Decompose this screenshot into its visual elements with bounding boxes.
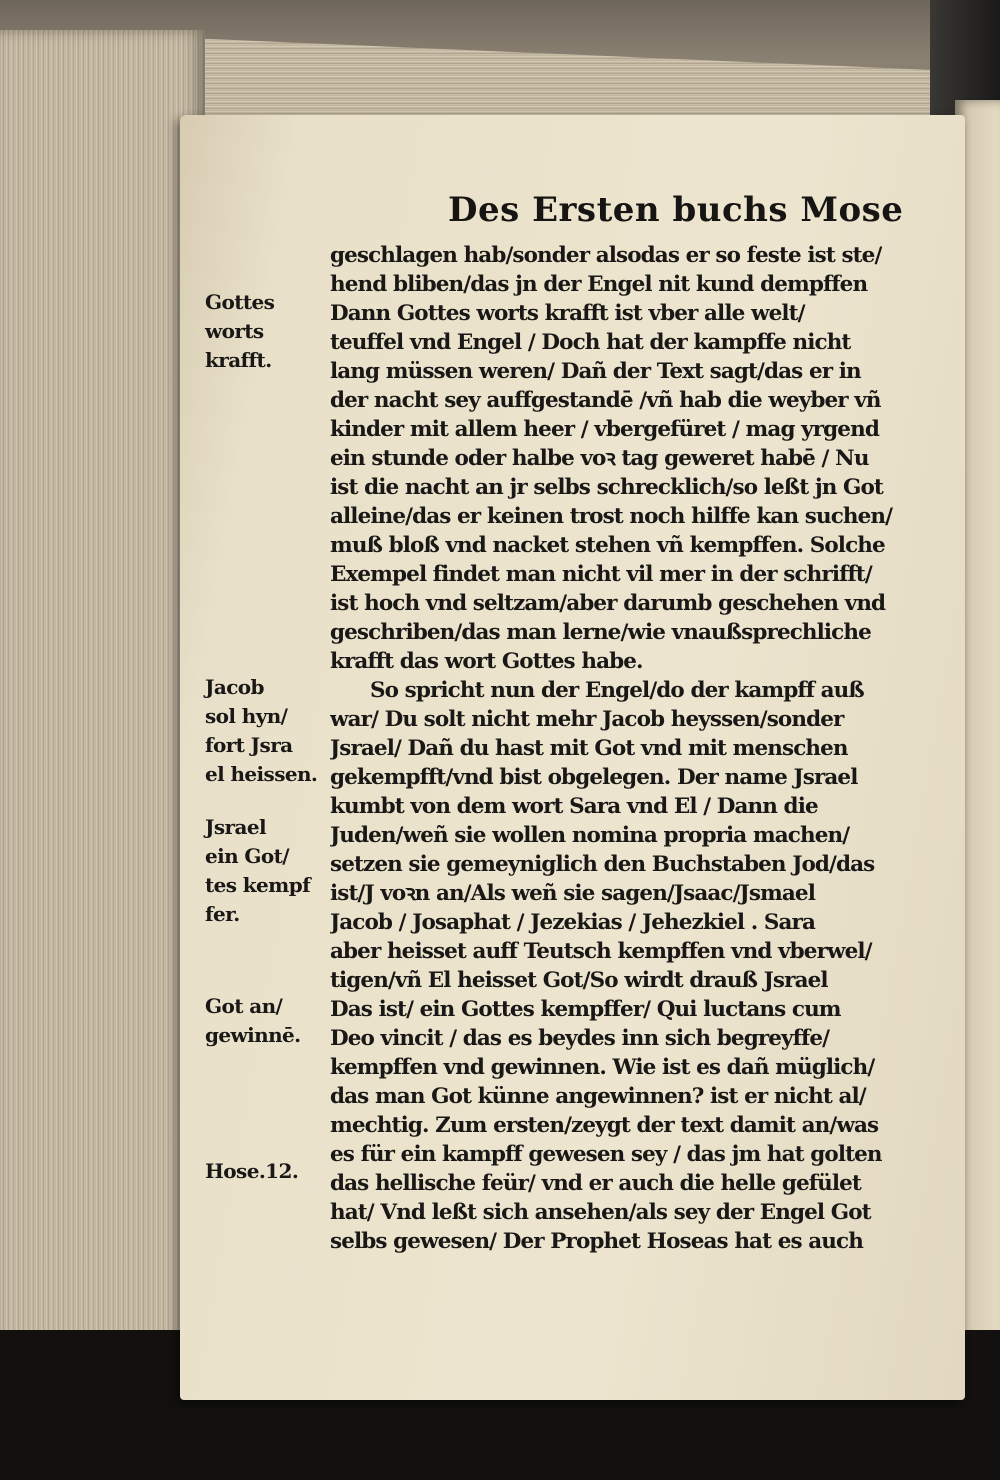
body-line: ist hoch vnd seltzam/aber darumb geschehen vnd	[330, 591, 886, 616]
gloss-line: fort Jsra	[205, 733, 293, 757]
body-line: ein stunde oder halbe voꝛ tag geweret habē / Nu	[330, 446, 869, 471]
marginal-gloss-gottes-worts	[205, 288, 325, 375]
gloss-line: Hose.12.	[205, 1159, 299, 1183]
body-line: kinder mit allem heer / vbergefüret / mag yrgend	[330, 417, 879, 442]
body-line: das hellische feür/ vnd er auch die helle gefület	[330, 1171, 861, 1196]
body-line: setzen sie gemeyniglich den Buchstaben Jod/das	[330, 852, 875, 877]
body-text-column	[330, 241, 905, 1256]
body-line: das man Got künne angewinnen? ist er nicht al/	[330, 1084, 866, 1109]
body-line: lang müssen weren/ Dañ der Text sagt/das er in	[330, 359, 861, 384]
body-line: es für ein kampff gewesen sey / das jm hat golten	[330, 1142, 882, 1167]
body-line: tigen/vñ El heisset Got/So wirdt drauß Jsrael	[330, 968, 828, 993]
body-line: hat/ Vnd leßt sich ansehen/als sey der Engel Got	[330, 1200, 871, 1225]
gloss-line: Jacob	[205, 675, 264, 699]
body-line: Jsrael/ Dañ du hast mit Got vnd mit menschen	[330, 736, 848, 761]
body-line: war/ Du solt nicht mehr Jacob heyssen/sonder	[330, 707, 844, 732]
body-line: kempffen vnd gewinnen. Wie ist es dañ müglich/	[330, 1055, 875, 1080]
body-line: Juden/weñ sie wollen nomina propria machen/	[330, 823, 850, 848]
marginal-gloss-got-angewinnen	[205, 992, 325, 1050]
body-line: ist/J voꝛn an/Als weñ sie sagen/Jsaac/Jsmael	[330, 881, 815, 906]
gloss-line: el heissen.	[205, 762, 318, 786]
gloss-line: krafft.	[205, 348, 272, 372]
body-line: gekempfft/vnd bist obgelegen. Der name Jsrael	[330, 765, 858, 790]
body-line: So spricht nun der Engel/do der kampff auß	[370, 678, 864, 703]
body-line: hend bliben/das jn der Engel nit kund dempffen	[330, 272, 868, 297]
marginal-gloss-jsrael	[205, 813, 325, 929]
running-head: Des Ersten buchs Mose	[448, 190, 904, 230]
gloss-line: sol hyn/	[205, 704, 288, 728]
body-line: Dann Gottes worts krafft ist vber alle welt/	[330, 301, 805, 326]
body-line: Exempel findet man nicht vil mer in der schrifft/	[330, 562, 872, 587]
gloss-line: ein Got/	[205, 844, 289, 868]
gloss-line: worts	[205, 319, 264, 343]
body-line: Das ist/ ein Gottes kempffer/ Qui luctans cum	[330, 997, 841, 1022]
body-line: teuffel vnd Engel / Doch hat der kampffe nicht	[330, 330, 851, 355]
gloss-line: Got an/	[205, 994, 283, 1018]
body-line: geschriben/das man lerne/wie vnaußsprechliche	[330, 620, 871, 645]
body-line: geschlagen hab/sonder alsodas er so feste ist ste/	[330, 243, 882, 268]
body-line: ist die nacht an jr selbs schrecklich/so leßt jn Got	[330, 475, 883, 500]
body-line: aber heisset auff Teutsch kempffen vnd vberwel/	[330, 939, 872, 964]
body-line: Deo vincit / das es beydes inn sich begreyffe/	[330, 1026, 830, 1051]
body-line: der nacht sey auffgestandē /vñ hab die weyber vñ	[330, 388, 881, 413]
body-line: mechtig. Zum ersten/zeygt der text damit an/was	[330, 1113, 879, 1138]
gloss-line: tes kempf	[205, 873, 311, 897]
gloss-line: Jsrael	[205, 815, 266, 839]
marginal-gloss-jacob	[205, 673, 325, 789]
body-line: krafft das wort Gottes habe.	[330, 649, 643, 674]
gloss-line: gewinnē.	[205, 1023, 301, 1047]
gloss-line: Gottes	[205, 290, 275, 314]
page-edges-left	[0, 30, 205, 1420]
body-line: alleine/das er keinen trost noch hilffe kan suchen/	[330, 504, 893, 529]
marginal-gloss-hose	[205, 1157, 325, 1186]
body-line: kumbt von dem wort Sara vnd El / Dann die	[330, 794, 818, 819]
body-line: Jacob / Josaphat / Jezekias / Jehezkiel . Sara	[330, 910, 816, 935]
body-line: muß bloß vnd nacket stehen vñ kempffen. Solche	[330, 533, 885, 558]
body-line: selbs gewesen/ Der Prophet Hoseas hat es auch	[330, 1229, 863, 1254]
gloss-line: fer.	[205, 902, 240, 926]
